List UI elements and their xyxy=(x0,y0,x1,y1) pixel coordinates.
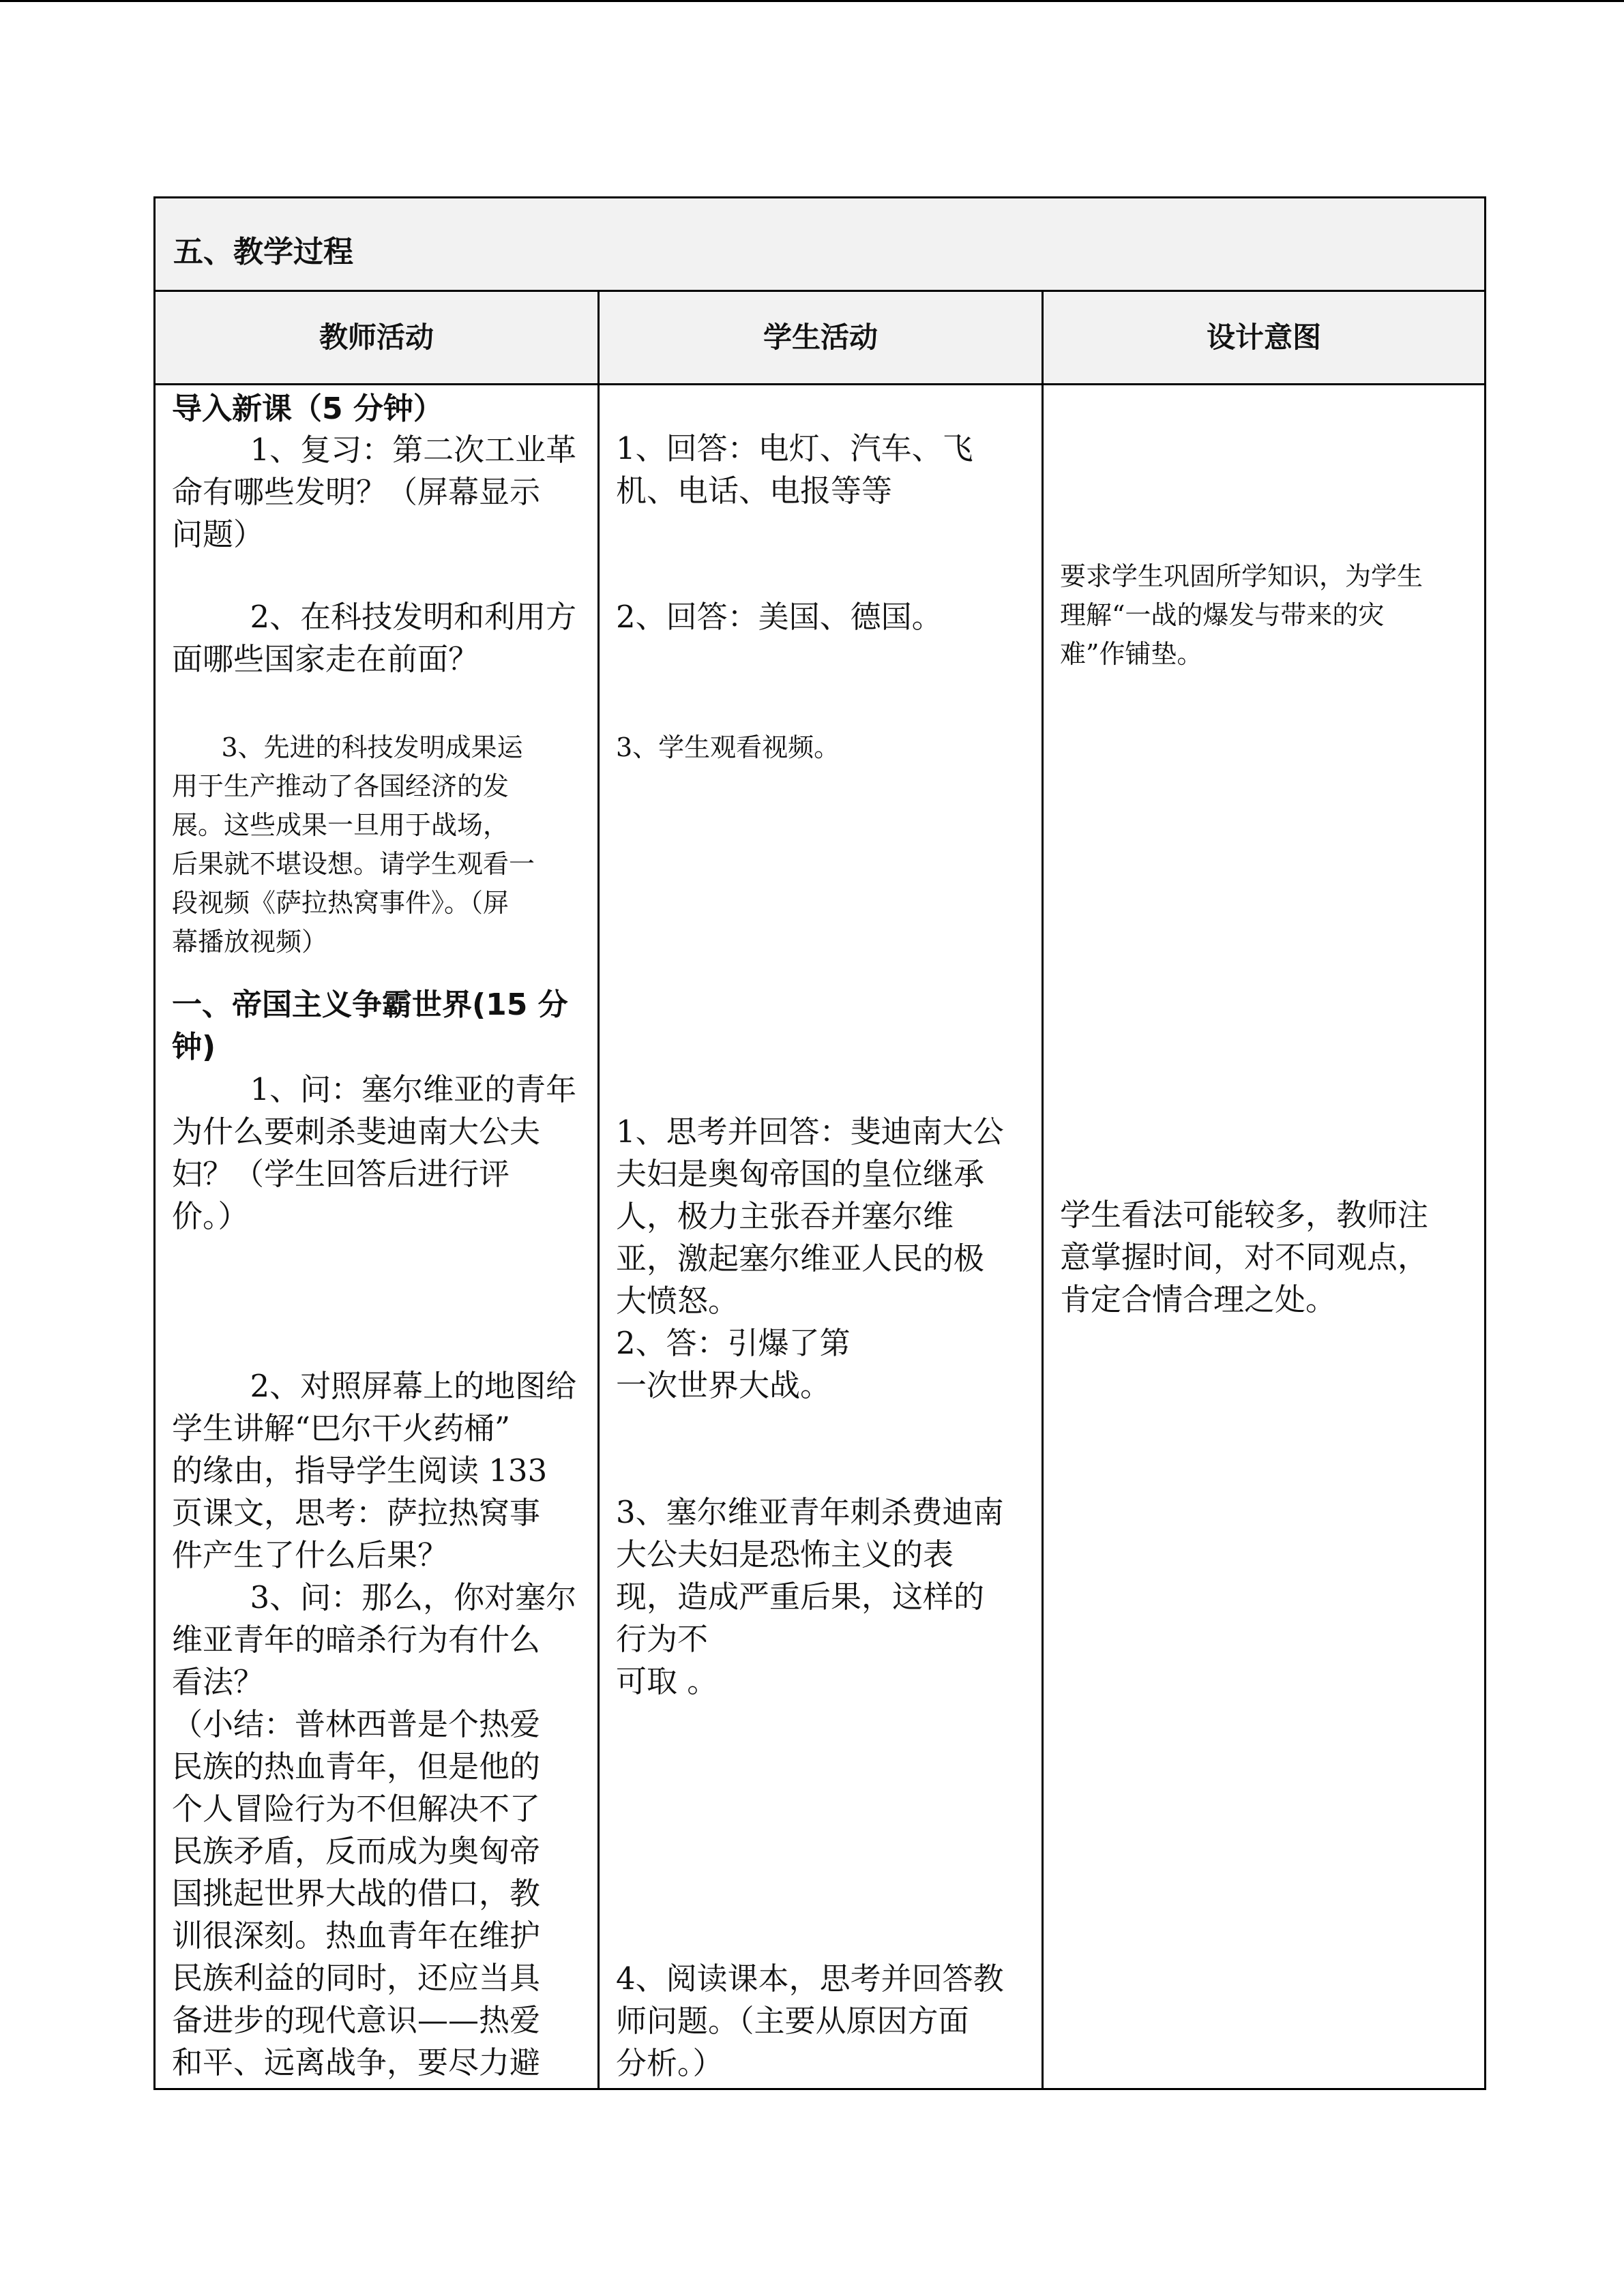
header-student-cell xyxy=(597,290,1044,385)
header-intent: 设计意图 xyxy=(1206,320,1321,354)
student-answer-5: 3、塞尔维亚青年刺杀费迪南 大公夫妇是恐怖主义的表 现，造成严重后果，这样的 行为不 可取 。 xyxy=(616,1494,1004,1699)
student-answer-1: 1、回答：电灯、汽车、飞 机、电话、电报等等 xyxy=(616,430,973,509)
page-top-border xyxy=(0,0,1624,2)
teacher-activity-cell xyxy=(153,383,600,2090)
intent-1: 要求学生巩固所学知识，为学生 理解“一战的爆发与带来的灾 难”作铺垫。 xyxy=(1060,561,1423,669)
student-answer-2: 2、回答：美国、德国。 xyxy=(616,599,943,635)
header-teacher-cell xyxy=(153,290,600,385)
design-intent-cell xyxy=(1042,383,1486,2090)
header-intent-cell xyxy=(1042,290,1486,385)
student-answer-6: 4、阅读课本，思考并回答教 师问题。（主要从原因方面 分析。） xyxy=(616,1960,1004,2081)
teacher-point-1: 1、问：塞尔维亚的青年 为什么要刺杀斐迪南大公夫 妇？（学生回答后进行评 价。） xyxy=(172,1071,577,1234)
teacher-question-2: 2、在科技发明和利用方 面哪些国家走在前面？ xyxy=(172,599,577,677)
section-title: 五、教学过程 xyxy=(173,235,353,269)
intro-heading: 导入新课（5 分钟） xyxy=(172,391,443,426)
header-teacher: 教师活动 xyxy=(319,320,434,354)
student-answer-3: 3、学生观看视频。 xyxy=(616,732,840,762)
teacher-question-1: 1、复习：第二次工业革 命有哪些发明？（屏幕显示 问题） xyxy=(172,432,577,552)
intent-2: 学生看法可能较多，教师注 意掌握时间，对不同观点， 肯定合情合理之处。 xyxy=(1060,1197,1429,1317)
teacher-point-2-3: 2、对照屏幕上的地图给 学生讲解“巴尔干火药桶” 的缘由，指导学生阅读 133 页课文，思考：萨拉热窝事 件产生了什么后果？ 3、问：那么，你对塞尔 维亚青年的暗杀行为有什么 看法？ （小结：普林西普是个热爱 民族的热血青年，但是他的 个人冒险行为不但解决不了 民族矛盾，反而成为奥匈帝 国挑起世界大战的借口，教 训很深刻。热血青年在维护 民族利益的同时，还应当具 备进步的现代意识——热爱 和平、远离战争，要尽力避 xyxy=(172,1368,577,2081)
teacher-question-3: 3、先进的科技发明成果运 用于生产推动了各国经济的发 展。这些成果一旦用于战场， 后果就不堪设想。请学生观看一 段视频《萨拉热窝事件》。（屏 幕播放视频） xyxy=(172,732,535,957)
part1-heading: 一、帝国主义争霸世界(15 分 钟) xyxy=(172,987,568,1064)
header-student: 学生活动 xyxy=(763,320,878,354)
section-heading-row xyxy=(153,196,1486,292)
student-answer-4: 1、思考并回答：斐迪南大公 夫妇是奥匈帝国的皇位继承 人，极力主张吞并塞尔维 亚，激起塞尔维亚人民的极 大愤怒。 2、答：引爆了第 一次世界大战。 xyxy=(616,1114,1004,1403)
student-activity-cell xyxy=(597,383,1044,2090)
